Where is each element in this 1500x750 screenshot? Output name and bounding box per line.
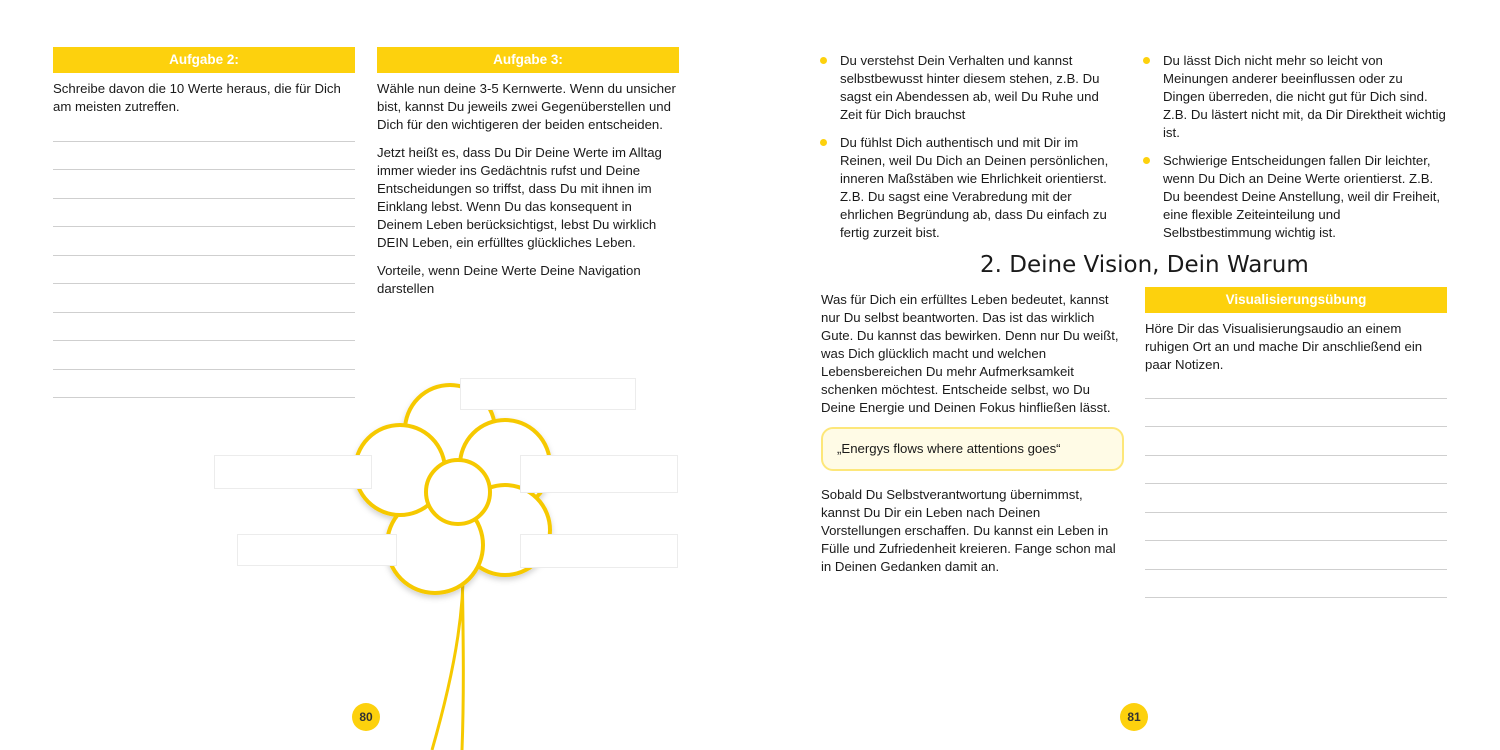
bullet-icon (820, 139, 827, 146)
list-item-text: Du lässt Dich nicht mehr so leicht von Meinungen anderer beeinflussen oder zu Dingen überreden, die nicht gut für Dich sind. Z.B. Du lästert nicht mit, da Dir Direktheit wichtig ist. (1163, 53, 1446, 140)
writing-line[interactable] (53, 313, 355, 342)
task3-paragraph: Jetzt heißt es, dass Du Dir Deine Werte im Alltag immer wieder ins Gedächtnis rufst und Deine Entscheidungen so triffst, dass Du mit ihnen im Einklang lebst. Wenn Du das konsequent in Deinem Leben berücksichtigst, lebst Du wirklich DEIN Leben, ein erfülltes glückliches Leben. (377, 145, 662, 250)
benefits-list-right (1143, 52, 1448, 252)
benefits-list-left (820, 52, 1110, 252)
bullet-icon (820, 57, 827, 64)
writing-line[interactable] (53, 284, 355, 313)
page-number: 80 (352, 703, 380, 731)
writing-line[interactable] (1145, 399, 1447, 428)
task2-banner: Aufgabe 2: (53, 47, 355, 73)
bullet-icon (1143, 157, 1150, 164)
writing-line[interactable] (1145, 456, 1447, 485)
task3-text (377, 80, 677, 308)
writing-line[interactable] (53, 256, 355, 285)
writing-line[interactable] (1145, 427, 1447, 456)
writing-line[interactable] (53, 113, 355, 142)
page-number: 81 (1120, 703, 1148, 731)
writing-line[interactable] (1145, 570, 1447, 599)
closing-text: Sobald Du Selbstverantwortung übernimmst, kannst Du Dir ein Leben nach Deinen Vorstellungen erschaffen. Du kannst ein Leben in Fülle und Zufriedenheit kreieren. Fange schon mal in Deinen Gedanken damit an. (821, 487, 1116, 574)
section-heading: 2. Deine Vision, Dein Warum (980, 252, 1309, 278)
task3-paragraph: Wähle nun deine 3-5 Kernwerte. Wenn du unsicher bist, kannst Du jeweils zwei Gegenüberstellen und Dich für den wichtigeren der beiden entscheiden. (377, 81, 676, 132)
bullet-icon (1143, 57, 1150, 64)
list-item (820, 52, 1110, 124)
vision-text: Was für Dich ein erfülltes Leben bedeutet, kannst nur Du selbst beantworten. Das ist das wirklich Gute. Du kannst das bewirken. Denn nur Du weißt, was Dich glücklich macht und welchen Lebensbereichen Du mehr Aufmerksamkeit schenken möchtest. Entscheide selbst, wo Du Deine Energie und Deinen Fokus hinfließen lässt. (821, 292, 1119, 415)
list-item (1143, 152, 1448, 242)
writing-line[interactable] (1145, 513, 1447, 542)
task2-text: Schreibe davon die 10 Werte heraus, die für Dich am meisten zutreffen. (53, 81, 341, 114)
writing-line[interactable] (1145, 370, 1447, 399)
writing-line[interactable] (53, 142, 355, 171)
value-label-box[interactable] (520, 534, 678, 568)
list-item (820, 134, 1110, 242)
flower-center (426, 460, 490, 524)
exercise-text: Höre Dir das Visualisierungsaudio an einem ruhigen Ort an und mache Dir anschließend ein paar Notizen. (1145, 321, 1423, 372)
value-label-box[interactable] (237, 534, 397, 566)
writing-line[interactable] (53, 170, 355, 199)
value-label-box[interactable] (214, 455, 372, 489)
value-label-box[interactable] (520, 455, 678, 493)
list-item (1143, 52, 1448, 142)
value-label-box[interactable] (460, 378, 636, 410)
writing-line[interactable] (53, 227, 355, 256)
right-page (750, 0, 1500, 750)
writing-line[interactable] (53, 341, 355, 370)
task3-banner: Aufgabe 3: (377, 47, 679, 73)
writing-line[interactable] (1145, 484, 1447, 513)
writing-line[interactable] (1145, 541, 1447, 570)
quote-box: „Energys flows where attentions goes“ (821, 427, 1124, 471)
list-item-text: Schwierige Entscheidungen fallen Dir leichter, wenn Du Dich an Deine Werte orientierst. Z.B. Du beendest Deine Anstellung, weil dir Freiheit, eine flexible Zeiteinteilung und Selbstbestimmung wichtig ist. (1163, 153, 1441, 240)
list-item-text: Du verstehst Dein Verhalten und kannst selbstbewusst hinter diesem stehen, z.B. Du sagst ein Abendessen ab, weil Du Ruhe und Zeit für Dich brauchst (840, 53, 1100, 122)
writing-line[interactable] (53, 199, 355, 228)
exercise-writing-lines[interactable] (1145, 370, 1447, 598)
list-item-text: Du fühlst Dich authentisch und mit Dir im Reinen, weil Du Dich an Deinen persönlichen, inneren Maßstäben wie Ehrlichkeit orientierst. Z.B. Du sagst eine Verabredung mit der ehrlichen Begründung ab, dass Du einfach zu fertig zurzeit bist. (840, 135, 1109, 240)
task2-writing-lines[interactable] (53, 113, 355, 398)
exercise-banner: Visualisierungsübung (1145, 287, 1447, 313)
task3-paragraph: Vorteile, wenn Deine Werte Deine Navigation darstellen (377, 263, 641, 296)
